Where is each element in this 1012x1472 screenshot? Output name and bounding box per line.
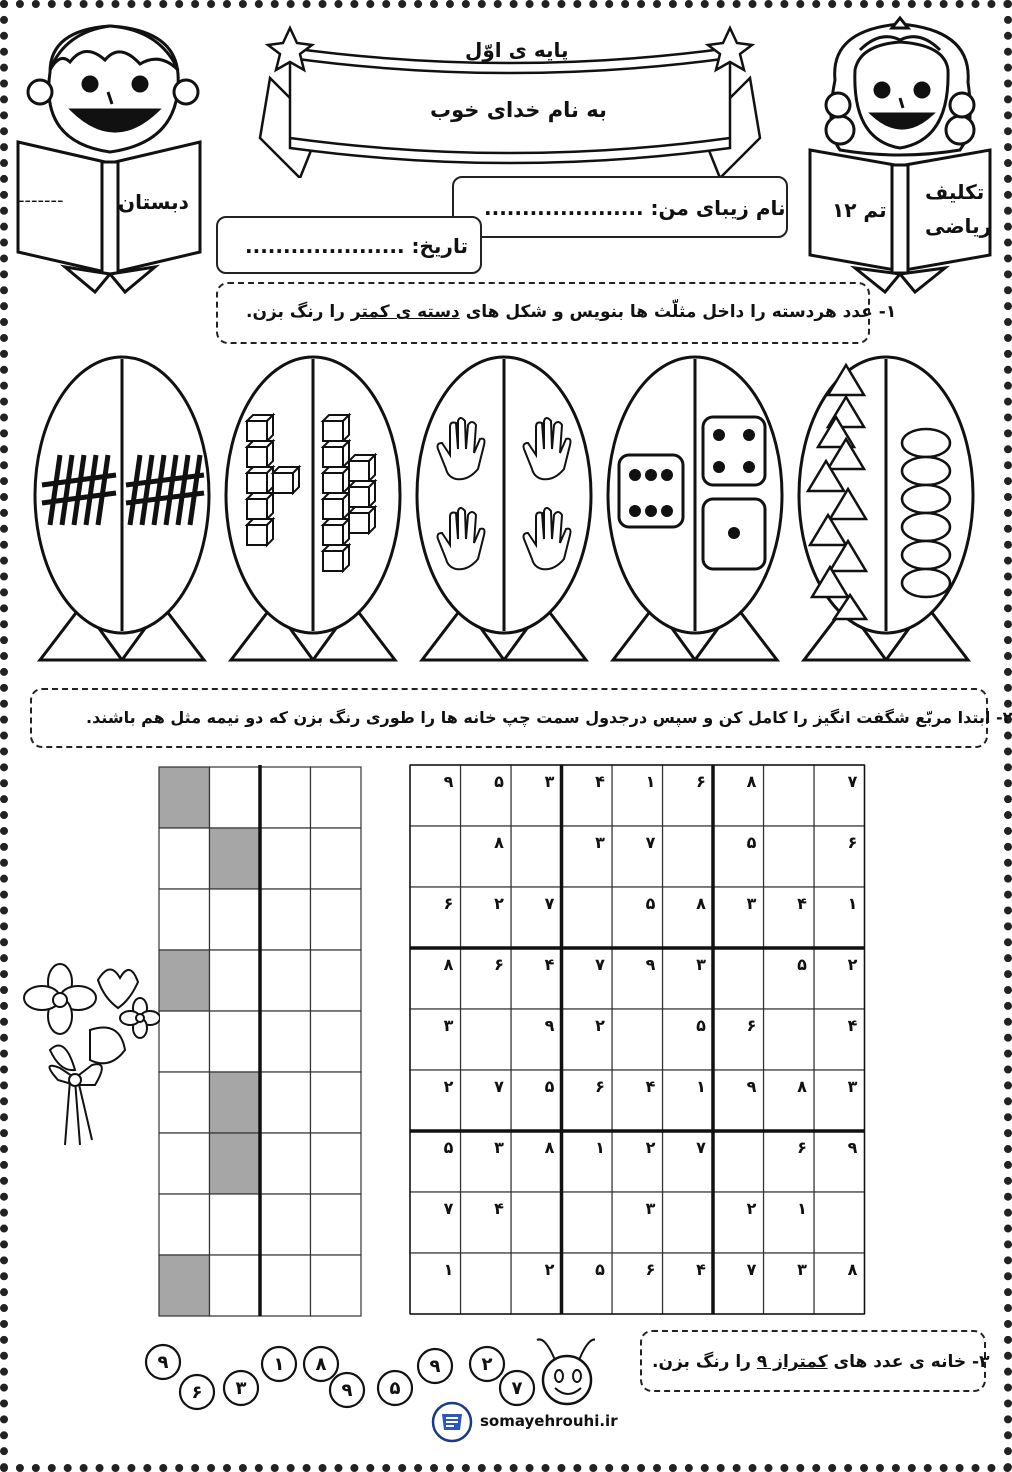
name-field[interactable]: نام زیبای من: .....................: [484, 196, 786, 220]
sudoku-number: ۱: [443, 1260, 454, 1279]
sudoku-number: ۷: [595, 955, 605, 974]
symmetry-cell[interactable]: [311, 1194, 362, 1255]
sudoku-number: ۳: [797, 1260, 807, 1279]
date-field[interactable]: تاریخ: .....................: [245, 234, 468, 258]
sudoku-number: ۸: [443, 955, 454, 974]
counting-eggs: [30, 355, 980, 665]
symmetry-cell-shaded[interactable]: [210, 1133, 261, 1194]
sudoku-number: ۲: [595, 1016, 605, 1035]
symmetry-cell[interactable]: [210, 1011, 261, 1072]
symmetry-cell[interactable]: [311, 767, 362, 828]
caterpillar-bead-number: ۹: [341, 1380, 353, 1401]
sudoku-number: ۳: [443, 1016, 454, 1035]
sudoku-number: ۷: [544, 894, 555, 913]
symmetry-cell[interactable]: [210, 767, 261, 828]
sudoku-number: ۳: [544, 772, 555, 791]
symmetry-cell[interactable]: [159, 1194, 210, 1255]
school-label: دبستان: [118, 190, 189, 214]
sudoku-number: ۲: [494, 894, 504, 913]
boy-with-book-illustration: [10, 12, 210, 302]
q3-underlined: کمتراز ۹: [756, 1352, 828, 1372]
sudoku-number: ۳: [645, 1199, 656, 1218]
caterpillar-bead-number: ۵: [389, 1378, 401, 1399]
sudoku-grid: [408, 763, 868, 1317]
q1-instruction: [246, 302, 896, 322]
sudoku-number: ۷: [645, 833, 656, 852]
homework-line1: تکلیف: [925, 180, 985, 204]
symmetry-cell-shaded[interactable]: [210, 828, 261, 889]
sudoku-cell[interactable]: [612, 1009, 663, 1070]
sudoku-number: ۳: [494, 1138, 504, 1157]
symmetry-cell[interactable]: [311, 1072, 362, 1133]
symmetry-cell[interactable]: [311, 828, 362, 889]
caterpillar-bead-number: ۹: [429, 1356, 441, 1377]
q1-underlined: دسته ی کمتر: [350, 302, 460, 322]
sudoku-number: ۷: [696, 1138, 706, 1157]
symmetry-grid: [157, 765, 363, 1317]
sudoku-number: ۳: [595, 833, 605, 852]
sudoku-number: ۸: [494, 833, 504, 852]
sudoku-number: ۹: [645, 955, 656, 974]
symmetry-cell[interactable]: [159, 1011, 210, 1072]
sudoku-number: ۶: [847, 833, 858, 852]
sudoku-number: ۶: [746, 1016, 757, 1035]
symmetry-cell[interactable]: [159, 828, 210, 889]
sudoku-number: ۴: [494, 1199, 504, 1218]
sudoku-cell[interactable]: [663, 826, 714, 887]
sudoku-number: ۸: [797, 1077, 807, 1096]
sudoku-cell[interactable]: [713, 1131, 764, 1192]
sudoku-number: ۱: [696, 1077, 706, 1096]
caterpillar-eye: [573, 1370, 581, 1382]
sudoku-number: ۹: [746, 1077, 757, 1096]
sudoku-cell[interactable]: [461, 1253, 512, 1314]
sudoku-number: ۸: [847, 1260, 858, 1279]
caterpillar-bead-number: ۸: [315, 1354, 327, 1375]
symmetry-cell[interactable]: [260, 1255, 311, 1316]
sudoku-cell[interactable]: [814, 1192, 865, 1253]
symmetry-cell[interactable]: [210, 1194, 261, 1255]
symmetry-cell[interactable]: [311, 1011, 362, 1072]
sudoku-number: ۴: [595, 772, 605, 791]
symmetry-cell[interactable]: [159, 1133, 210, 1194]
sudoku-number: ۲: [746, 1199, 757, 1218]
sudoku-number: ۹: [544, 1016, 555, 1035]
sudoku-number: ۹: [443, 772, 454, 791]
caterpillar-bead-number: ۶: [191, 1382, 203, 1403]
sudoku-number: ۵: [443, 1138, 454, 1157]
sudoku-cell[interactable]: [410, 826, 461, 887]
sudoku-number: ۴: [696, 1260, 706, 1279]
sudoku-number: ۶: [797, 1138, 807, 1157]
sudoku-number: ۶: [696, 772, 706, 791]
sudoku-cell[interactable]: [663, 1192, 714, 1253]
sudoku-cell[interactable]: [713, 948, 764, 1009]
sudoku-cell[interactable]: [764, 826, 815, 887]
sudoku-cell[interactable]: [562, 1192, 613, 1253]
egg-cubes: [226, 357, 400, 660]
q1-text-part2: را رنگ بزن.: [246, 302, 351, 322]
caterpillar-bead-number: ۷: [511, 1378, 523, 1399]
caterpillar-bead-number: ۳: [235, 1378, 247, 1399]
sudoku-number: ۵: [595, 1260, 605, 1279]
symmetry-cell[interactable]: [210, 950, 261, 1011]
sudoku-number: ۲: [847, 955, 858, 974]
sudoku-cell[interactable]: [562, 887, 613, 948]
symmetry-cell-shaded[interactable]: [159, 1255, 210, 1316]
q3-text-part2: را رنگ بزن.: [652, 1352, 757, 1372]
symmetry-cell-shaded[interactable]: [159, 950, 210, 1011]
symmetry-cell[interactable]: [260, 828, 311, 889]
sudoku-number: ۶: [595, 1077, 605, 1096]
symmetry-cell[interactable]: [260, 1011, 311, 1072]
symmetry-cell[interactable]: [311, 950, 362, 1011]
symmetry-cell[interactable]: [159, 1072, 210, 1133]
sudoku-number: ۵: [494, 772, 504, 791]
sudoku-number: ۸: [544, 1138, 555, 1157]
footer-site: somayehrouhi.ir: [480, 1412, 618, 1430]
sudoku-cell[interactable]: [511, 826, 562, 887]
sudoku-number: ۸: [696, 894, 706, 913]
q3-instruction: [652, 1352, 989, 1372]
sudoku-number: ۷: [746, 1260, 757, 1279]
symmetry-cell-shaded[interactable]: [210, 1072, 261, 1133]
caterpillar-bead-number: ۱: [273, 1354, 285, 1375]
bismillah-title: به نام خدای خوب: [430, 98, 607, 122]
sudoku-number: ۹: [847, 1138, 858, 1157]
sudoku-number: ۷: [847, 772, 858, 791]
grade-title: پایه ی اوّل: [465, 38, 569, 62]
sudoku-number: ۳: [696, 955, 706, 974]
symmetry-cell[interactable]: [311, 889, 362, 950]
caterpillar-bead-number: ۲: [481, 1354, 493, 1375]
sudoku-number: ۵: [797, 955, 807, 974]
sudoku-number: ۵: [645, 894, 656, 913]
caterpillar-eye: [555, 1370, 563, 1382]
symmetry-cell[interactable]: [159, 889, 210, 950]
sudoku-number: ۵: [544, 1077, 555, 1096]
symmetry-cell[interactable]: [260, 767, 311, 828]
sudoku-cell[interactable]: [461, 1009, 512, 1070]
symmetry-cell[interactable]: [311, 1255, 362, 1316]
site-logo-icon: [430, 1400, 474, 1444]
sudoku-number: ۲: [443, 1077, 454, 1096]
sudoku-number: ۵: [746, 833, 757, 852]
sudoku-number: ۳: [847, 1077, 858, 1096]
sudoku-number: ۴: [645, 1077, 656, 1096]
q2-instruction: ۲- ابتدا مربّع شگفت انگیز را کامل کن و سپس درجدول سمت چپ خانه ها را طوری رنگ بزن که دو نیمه مثل هم باشند.: [86, 708, 1012, 727]
school-blank: -------: [18, 190, 64, 211]
symmetry-cell[interactable]: [210, 889, 261, 950]
symmetry-cell[interactable]: [260, 1194, 311, 1255]
sudoku-number: ۵: [696, 1016, 706, 1035]
sudoku-number: ۶: [443, 894, 454, 913]
homework-theme: تم ۱۲: [832, 198, 887, 222]
sudoku-number: ۲: [645, 1138, 656, 1157]
symmetry-cell[interactable]: [210, 1255, 261, 1316]
q3-text-part1: ۳- خانه ی عدد های: [827, 1352, 990, 1372]
symmetry-cell-shaded[interactable]: [159, 767, 210, 828]
sudoku-number: ۶: [645, 1260, 656, 1279]
caterpillar-bead-number: ۹: [157, 1352, 169, 1373]
q1-text-part1: ۱- عدد هردسته را داخل مثلّث ها بنویس و شکل های: [459, 302, 897, 322]
symmetry-cell[interactable]: [260, 1072, 311, 1133]
symmetry-cell[interactable]: [311, 1133, 362, 1194]
symmetry-cell[interactable]: [260, 950, 311, 1011]
girl-with-book-illustration: [800, 10, 1000, 300]
sudoku-number: ۱: [847, 894, 858, 913]
egg-hands: [417, 357, 591, 660]
sudoku-number: ۴: [847, 1016, 858, 1035]
flower-bouquet-illustration: [20, 960, 160, 1150]
sudoku-number: ۳: [746, 894, 757, 913]
symmetry-cell[interactable]: [260, 889, 311, 950]
egg-dice: [608, 357, 782, 660]
caterpillar-head: [543, 1356, 591, 1404]
homework-line2: ریاضی: [925, 214, 992, 238]
egg-triangles-ovals: [799, 357, 973, 660]
sudoku-number: ۷: [443, 1199, 454, 1218]
sudoku-cell[interactable]: [511, 1192, 562, 1253]
sudoku-number: ۶: [494, 955, 504, 974]
sudoku-number: ۲: [544, 1260, 555, 1279]
egg-tally-marks: [35, 357, 209, 660]
sudoku-cell[interactable]: [764, 1009, 815, 1070]
sudoku-number: ۴: [797, 894, 807, 913]
sudoku-number: ۱: [595, 1138, 605, 1157]
sudoku-cell[interactable]: [764, 765, 815, 826]
sudoku-number: ۴: [544, 955, 555, 974]
sudoku-number: ۷: [494, 1077, 504, 1096]
sudoku-number: ۸: [746, 772, 757, 791]
symmetry-cell[interactable]: [260, 1133, 311, 1194]
sudoku-number: ۱: [797, 1199, 807, 1218]
sudoku-number: ۱: [645, 772, 656, 791]
